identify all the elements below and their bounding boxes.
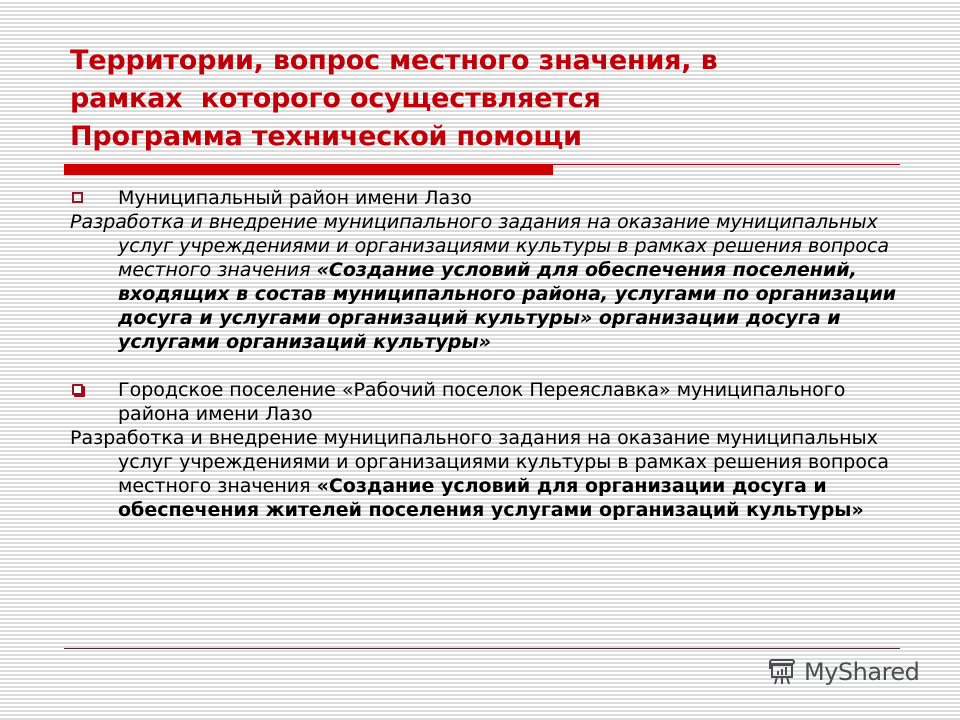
section-2-paragraph-intro: Разработка и внедрение муниципального задания на оказание муниципальных услуг учреждениями и организациями культуры в рамках решения вопроса местного значения [70, 427, 890, 497]
slide-title [70, 42, 930, 156]
section-1-paragraph-intro: Разработка и внедрение муниципального задания на оказание муниципальных услуг учреждениями и организациями культуры в рамках решения вопроса местного значения [70, 211, 890, 281]
shadowed-square-icon [72, 384, 83, 395]
section-2-heading: Городское поселение «Рабочий поселок Переяславка» муниципального района имени Лазо [118, 379, 846, 425]
slide-body [70, 186, 910, 522]
watermark-text: MyShared [804, 658, 920, 686]
hollow-square-icon [72, 192, 83, 203]
presentation-board-icon [766, 657, 798, 687]
title-line-1: Территории, вопрос местного значения, в [70, 45, 718, 76]
section-1-paragraph [70, 210, 910, 354]
section-spacer [70, 354, 910, 378]
section-2-heading-row [70, 378, 910, 426]
section-2-paragraph [70, 426, 910, 522]
title-line-3: Программа технической помощи [70, 121, 582, 152]
section-1-heading-row [70, 186, 910, 210]
section-1-paragraph-emphasis: «Создание условий для обеспечения поселений, входящих в состав муниципального района, услугами по организации досуга и услугами организаций культуры» организации досуга и услугами организаций культуры» [118, 259, 897, 353]
watermark [766, 655, 919, 689]
section-1-heading: Муниципальный район имени Лазо [118, 187, 472, 209]
title-underline-accent-bar [64, 164, 553, 175]
title-line-2: рамках которого осуществляется [70, 83, 601, 114]
section-2-paragraph-emphasis: «Создание условий для организации досуга и обеспечения жителей поселения услугами организаций культуры» [118, 475, 864, 521]
footer-rule [64, 648, 900, 649]
